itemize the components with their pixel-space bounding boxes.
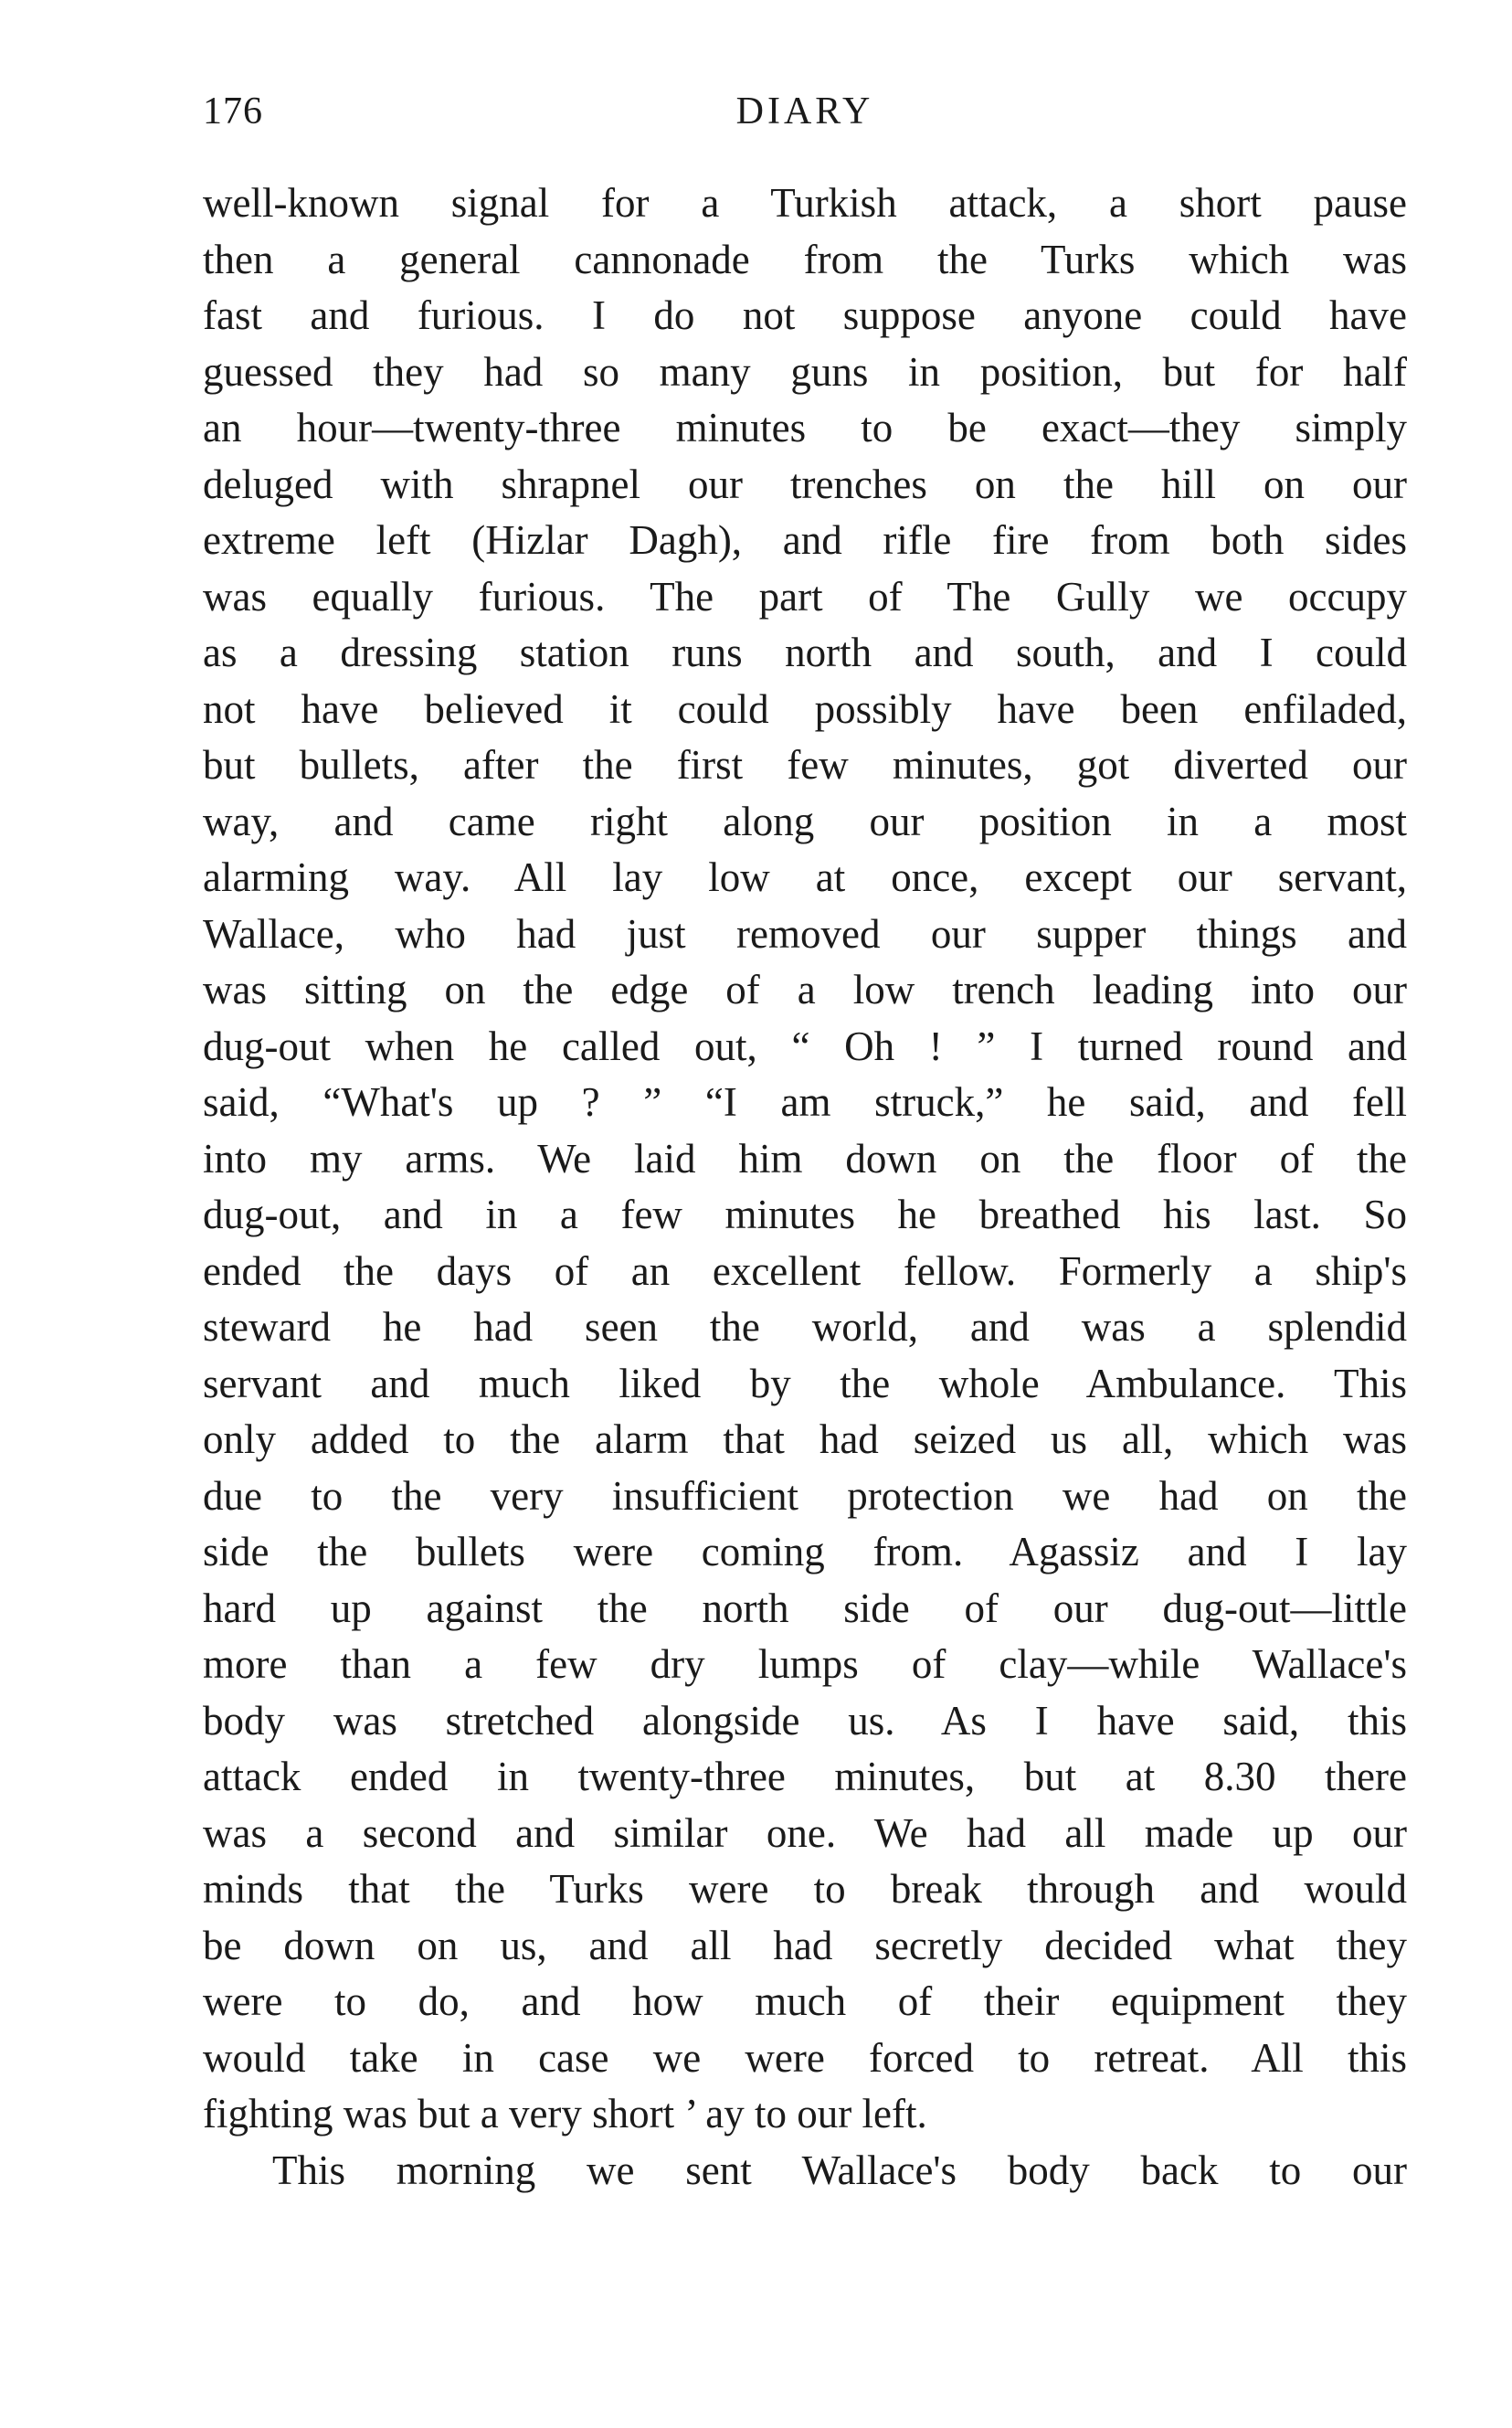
text-line: guessed they had so many guns in position, but for half	[203, 348, 1407, 395]
text-line: then a general cannonade from the Turks which was	[203, 236, 1407, 282]
text-line: but bullets, after the first few minutes, got diverted our	[203, 742, 1407, 788]
text-line: side the bullets were coming from. Agassiz and I lay	[203, 1529, 1407, 1574]
text-line: dug-out when he called out, “ Oh ! ” I turned round and	[203, 1023, 1407, 1069]
text-line: body was stretched alongside us. As I have said, this	[203, 1697, 1407, 1744]
text-line: were to do, and how much of their equipment they	[203, 1978, 1407, 2024]
text-line: was equally furious. The part of The Gully we occupy	[203, 573, 1407, 620]
text-line: was a second and similar one. We had all made up our	[203, 1809, 1407, 1856]
paragraph-end-line: fighting was but a very short ’ ay to our left.	[203, 2091, 927, 2136]
text-line: well-known signal for a Turkish attack, a short pause	[203, 180, 1407, 226]
text-line: due to the very insufficient protection we had on the	[203, 1472, 1407, 1519]
text-line: fast and furious. I do not suppose anyone could have	[203, 292, 1407, 338]
text-line: extreme left (Hizlar Dagh), and rifle fire from both sides	[203, 517, 1407, 563]
text-line: Wallace, who had just removed our supper things and	[203, 910, 1407, 957]
text-line: an hour—twenty-three minutes to be exact—they simply	[203, 405, 1407, 451]
text-line: attack ended in twenty-three minutes, but at 8.30 there	[203, 1754, 1407, 1799]
text-line: into my arms. We laid him down on the floor of the	[203, 1135, 1407, 1182]
text-line: alarming way. All lay low at once, except our servant,	[203, 854, 1407, 900]
text-line: was sitting on the edge of a low trench leading into our	[203, 967, 1407, 1013]
text-line: deluged with shrapnel our trenches on the hill on our	[203, 461, 1407, 507]
paragraph-first-line: This morning we sent Wallace's body back to our	[272, 2147, 1407, 2193]
page-number: 176	[203, 90, 263, 133]
text-line: servant and much liked by the whole Ambulance. This	[203, 1360, 1407, 1406]
running-head	[203, 90, 1407, 148]
text-line: said, “What's up ? ” “I am struck,” he said, and fell	[203, 1079, 1407, 1125]
text-line: be down on us, and all had secretly decided what they	[203, 1922, 1407, 1968]
text-line: ended the days of an excellent fellow. Formerly a ship's	[203, 1247, 1407, 1294]
text-line: only added to the alarm that had seized us all, which was	[203, 1416, 1407, 1462]
text-line: more than a few dry lumps of clay—while Wallace's	[203, 1641, 1407, 1687]
text-line: way, and came right along our position in a most	[203, 798, 1407, 844]
text-line: dug-out, and in a few minutes he breathed his last. So	[203, 1192, 1407, 1237]
text-line: minds that the Turks were to break through and would	[203, 1866, 1407, 1912]
text-line: as a dressing station runs north and south, and I could	[203, 630, 1407, 675]
text-line: hard up against the north side of our dug-out—little	[203, 1585, 1407, 1631]
running-title: DIARY	[735, 90, 874, 133]
text-line: steward he had seen the world, and was a splendid	[203, 1304, 1407, 1350]
body-text	[203, 175, 1407, 2199]
text-line: would take in case we were forced to retreat. All this	[203, 2034, 1407, 2081]
text-line: not have believed it could possibly have been enfiladed,	[203, 685, 1407, 732]
